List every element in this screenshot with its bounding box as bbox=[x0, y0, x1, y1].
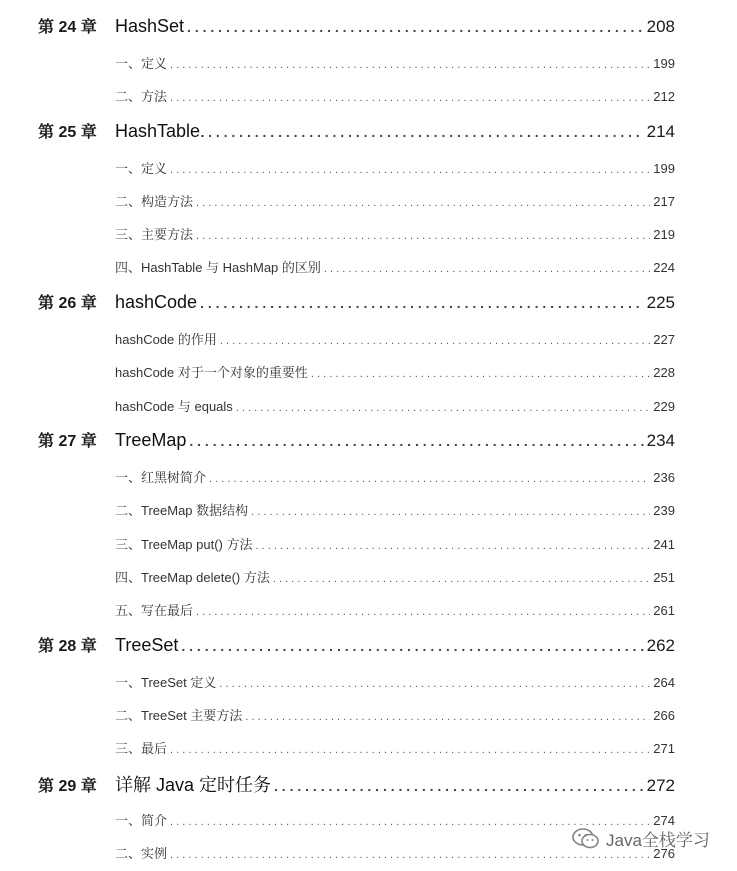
section-page: 236 bbox=[653, 470, 675, 485]
section-page: 217 bbox=[653, 194, 675, 209]
section-entry[interactable] bbox=[115, 738, 675, 757]
section-label: 一、定义 bbox=[115, 161, 168, 176]
section-label: hashCode 与 equals bbox=[115, 399, 233, 414]
dot-leader bbox=[196, 606, 650, 618]
dot-leader bbox=[219, 678, 650, 690]
chapter-number: 第 26 章 bbox=[38, 295, 97, 312]
section-page: 241 bbox=[653, 537, 675, 552]
dot-leader bbox=[170, 164, 650, 176]
section-label: 三、主要方法 bbox=[115, 227, 194, 242]
section-entry[interactable] bbox=[115, 396, 675, 415]
dot-leader bbox=[200, 295, 644, 311]
section-label: 四、TreeMap delete() 方法 bbox=[115, 570, 270, 585]
chapter-title: 详解 Java 定时任务 bbox=[115, 775, 272, 795]
dot-leader bbox=[170, 92, 650, 104]
watermark-text: Java全栈学习 bbox=[606, 831, 710, 850]
section-entry[interactable] bbox=[115, 672, 675, 691]
chapter-title: TreeSet bbox=[115, 635, 179, 655]
section-label: 一、红黑树简介 bbox=[115, 470, 207, 485]
dot-leader bbox=[181, 638, 643, 654]
chapter-title: hashCode bbox=[115, 292, 198, 312]
section-page: 264 bbox=[653, 675, 675, 690]
section-entry[interactable] bbox=[115, 53, 675, 72]
section-entry[interactable] bbox=[115, 500, 675, 519]
chapter-title: HashSet bbox=[115, 16, 185, 36]
section-entry[interactable] bbox=[115, 567, 675, 586]
chapter-26-entry[interactable] bbox=[38, 290, 675, 313]
section-label: 一、简介 bbox=[115, 813, 168, 828]
chapter-number: 第 25 章 bbox=[38, 124, 97, 141]
section-page: 219 bbox=[653, 227, 675, 242]
section-entry[interactable] bbox=[115, 534, 675, 553]
dot-leader bbox=[196, 197, 650, 209]
chapter-25-entry[interactable] bbox=[38, 119, 675, 142]
section-page: 229 bbox=[653, 399, 675, 414]
section-page: 251 bbox=[653, 570, 675, 585]
section-page: 276 bbox=[653, 846, 675, 861]
chapter-number: 第 24 章 bbox=[38, 19, 97, 36]
section-entry[interactable] bbox=[115, 362, 675, 381]
section-page: 199 bbox=[653, 56, 675, 71]
wechat-icon bbox=[572, 827, 600, 851]
dot-leader bbox=[189, 433, 643, 449]
section-label: 三、最后 bbox=[115, 741, 168, 756]
chapter-29-entry[interactable] bbox=[38, 771, 675, 797]
chapter-title: TreeMap bbox=[115, 430, 187, 450]
section-entry[interactable] bbox=[115, 86, 675, 105]
section-label: 二、TreeMap 数据结构 bbox=[115, 503, 249, 518]
section-label: 二、构造方法 bbox=[115, 194, 194, 209]
section-page: 224 bbox=[653, 260, 675, 275]
dot-leader bbox=[220, 335, 650, 347]
section-label: 一、TreeSet 定义 bbox=[115, 675, 217, 690]
watermark bbox=[572, 826, 710, 851]
section-entry[interactable] bbox=[115, 705, 675, 724]
section-entry[interactable] bbox=[115, 191, 675, 210]
section-entry[interactable] bbox=[115, 224, 675, 243]
section-page: 227 bbox=[653, 332, 675, 347]
chapter-27-entry[interactable] bbox=[38, 428, 675, 451]
dot-leader bbox=[196, 230, 650, 242]
dot-leader bbox=[273, 573, 650, 585]
chapter-24-entry[interactable] bbox=[38, 14, 675, 37]
section-label: 二、TreeSet 主要方法 bbox=[115, 708, 243, 723]
section-entry[interactable] bbox=[115, 257, 675, 276]
section-page: 274 bbox=[653, 813, 675, 828]
section-label: 二、实例 bbox=[115, 846, 168, 861]
chapter-page: 208 bbox=[646, 17, 675, 36]
chapter-page: 225 bbox=[646, 293, 675, 312]
chapter-number: 第 27 章 bbox=[38, 433, 97, 450]
chapter-page: 262 bbox=[646, 636, 675, 655]
section-page: 266 bbox=[653, 708, 675, 723]
section-page: 239 bbox=[653, 503, 675, 518]
section-entry[interactable] bbox=[115, 467, 675, 486]
chapter-page: 272 bbox=[646, 776, 675, 795]
section-label: 三、TreeMap put() 方法 bbox=[115, 537, 253, 552]
section-label: 一、定义 bbox=[115, 56, 168, 71]
chapter-title: HashTable. bbox=[115, 121, 206, 141]
dot-leader bbox=[170, 59, 650, 71]
section-page: 228 bbox=[653, 365, 675, 380]
section-page: 212 bbox=[653, 89, 675, 104]
chapter-page: 214 bbox=[646, 122, 675, 141]
chapter-28-entry[interactable] bbox=[38, 633, 675, 656]
chapter-number: 第 29 章 bbox=[38, 778, 97, 795]
dot-leader bbox=[208, 124, 644, 140]
section-label: 五、写在最后 bbox=[115, 603, 194, 618]
section-label: 二、方法 bbox=[115, 89, 168, 104]
section-page: 199 bbox=[653, 161, 675, 176]
dot-leader bbox=[311, 368, 650, 380]
dot-leader bbox=[170, 744, 650, 756]
section-entry[interactable] bbox=[115, 600, 675, 619]
section-label: hashCode 对于一个对象的重要性 bbox=[115, 365, 308, 380]
dot-leader bbox=[324, 263, 650, 275]
section-label: hashCode 的作用 bbox=[115, 332, 217, 347]
dot-leader bbox=[236, 402, 650, 414]
dot-leader bbox=[209, 473, 650, 485]
section-page: 271 bbox=[653, 741, 675, 756]
dot-leader bbox=[256, 540, 651, 552]
section-entry[interactable] bbox=[115, 329, 675, 348]
dot-leader bbox=[187, 19, 644, 35]
dot-leader bbox=[251, 506, 650, 518]
chapter-page: 234 bbox=[646, 431, 675, 450]
section-entry[interactable] bbox=[115, 158, 675, 177]
dot-leader bbox=[274, 778, 644, 794]
section-label: 四、HashTable 与 HashMap 的区别 bbox=[115, 260, 321, 275]
section-page: 261 bbox=[653, 603, 675, 618]
chapter-number: 第 28 章 bbox=[38, 638, 97, 655]
dot-leader bbox=[245, 711, 650, 723]
